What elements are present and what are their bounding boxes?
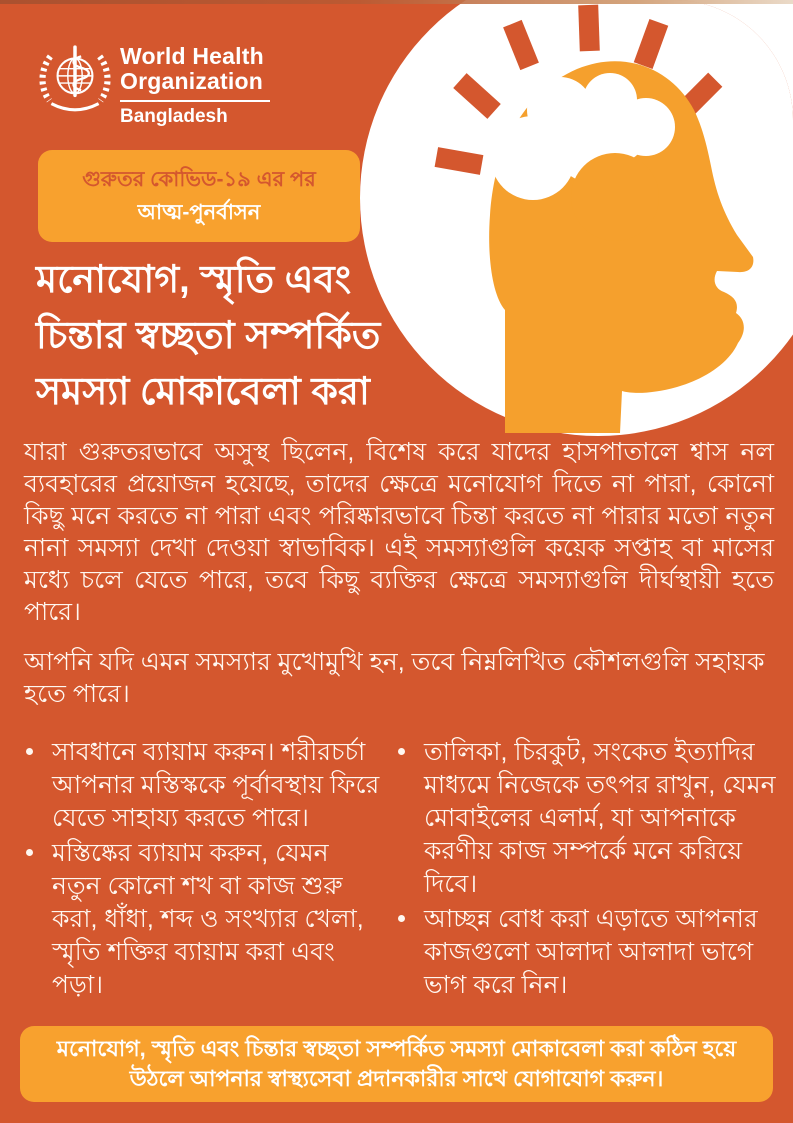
page-title: [36, 252, 466, 420]
footer-advice-box: [20, 1026, 773, 1102]
list-item: [398, 903, 778, 1002]
top-edge-strip: [0, 0, 793, 4]
badge-line2: আত্ম-পুনর্বাসন: [137, 200, 261, 224]
bullet-icon: [26, 837, 52, 1002]
forehead-hump: [571, 153, 659, 241]
intro-paragraph-1: যারা গুরুতরভাবে অসুস্থ ছিলেন, বিশেষ করে যাদের হাসপাতালে শ্বাস নল ব্যবহারের প্রয়োজন হয়েছে, তাদের ক্ষেত্রে মনোযোগ দিতে না পারা, কোনো কিছু মনে করতে না পারা এবং পরিষ্কারভাবে চিন্তা করতে না পারার মতো নতুন নানা সমস্যা দেখা দেওয়া স্বাভাবিক। এই সমস্যাগুলি কয়েক সপ্তাহ বা মাসের মধ্যে চলে যেতে পারে, তবে কিছু ব্যক্তির ক্ষেত্রে সমস্যাগুলি দীর্ঘস্থায়ী হতে পারে।: [24, 438, 774, 626]
who-country: Bangladesh: [120, 106, 228, 127]
tips-list: [26, 736, 778, 1004]
bullet-icon: [26, 736, 52, 835]
list-item: [398, 736, 778, 901]
logo-divider: [120, 100, 270, 102]
list-item: [26, 736, 384, 835]
title-line1: মনোযোগ, স্মৃতি এবং: [36, 259, 352, 301]
bullet-icon: [398, 903, 424, 1002]
tip-text: সাবধানে ব্যায়াম করুন। শরীরচর্চা আপনার মস্তিস্ককে পূর্বাবস্থায় ফিরে যেতে সাহায্য করতে পারে।: [52, 738, 380, 832]
topic-badge: [38, 150, 360, 242]
list-item: [26, 837, 384, 1002]
title-line3: সমস্যা মোকাবেলা করা: [36, 371, 370, 413]
who-emblem-icon: [38, 42, 112, 118]
who-logo: [38, 42, 270, 127]
tips-column-left: [26, 736, 398, 1004]
tips-column-right: [398, 736, 778, 1004]
bullet-icon: [398, 736, 424, 901]
who-org-line2: Organization: [120, 68, 263, 94]
tip-text: আচ্ছন্ন বোধ করা এড়াতে আপনার কাজগুলো আলাদা আলাদা ভাগে ভাগ করে নিন।: [424, 905, 758, 999]
title-line2: চিন্তার স্বচ্ছতা সম্পর্কিত: [36, 315, 381, 357]
who-org-line1: World Health: [120, 43, 264, 69]
badge-line1: গুরুতর কোভিড-১৯ এর পর: [82, 167, 316, 191]
tip-text: মস্তিষ্কের ব্যায়াম করুন, যেমন নতুন কোনো শখ বা কাজ শুরু করা, ধাঁধা, শব্দ ও সংখ্যার খেলা, স্মৃতি শক্তির ব্যায়াম করা এবং পড়া।: [52, 839, 364, 999]
intro-paragraph-2: আপনি যদি এমন সমস্যার মুখোমুখি হন, তবে নিম্নলিখিত কৌশলগুলি সহায়ক হতে পারে।: [24, 648, 765, 708]
who-logo-text: [120, 42, 270, 127]
tip-text: তালিকা, চিরকুট, সংকেত ইত্যাদির মাধ্যমে নিজেকে তৎপর রাখুন, যেমন মোবাইলের এলার্ম, যা আপনাকে করণীয় কাজ সম্পর্কে মনে করিয়ে দিবে।: [424, 738, 776, 898]
footer-advice-text: মনোযোগ, স্মৃতি এবং চিন্তার স্বচ্ছতা সম্পর্কিত সমস্যা মোকাবেলা করা কঠিন হয়ে উঠলে আপনার স্বাস্থ্যসেবা প্রদানকারীর সাথে যোগাযোগ করুন।: [56, 1036, 737, 1091]
